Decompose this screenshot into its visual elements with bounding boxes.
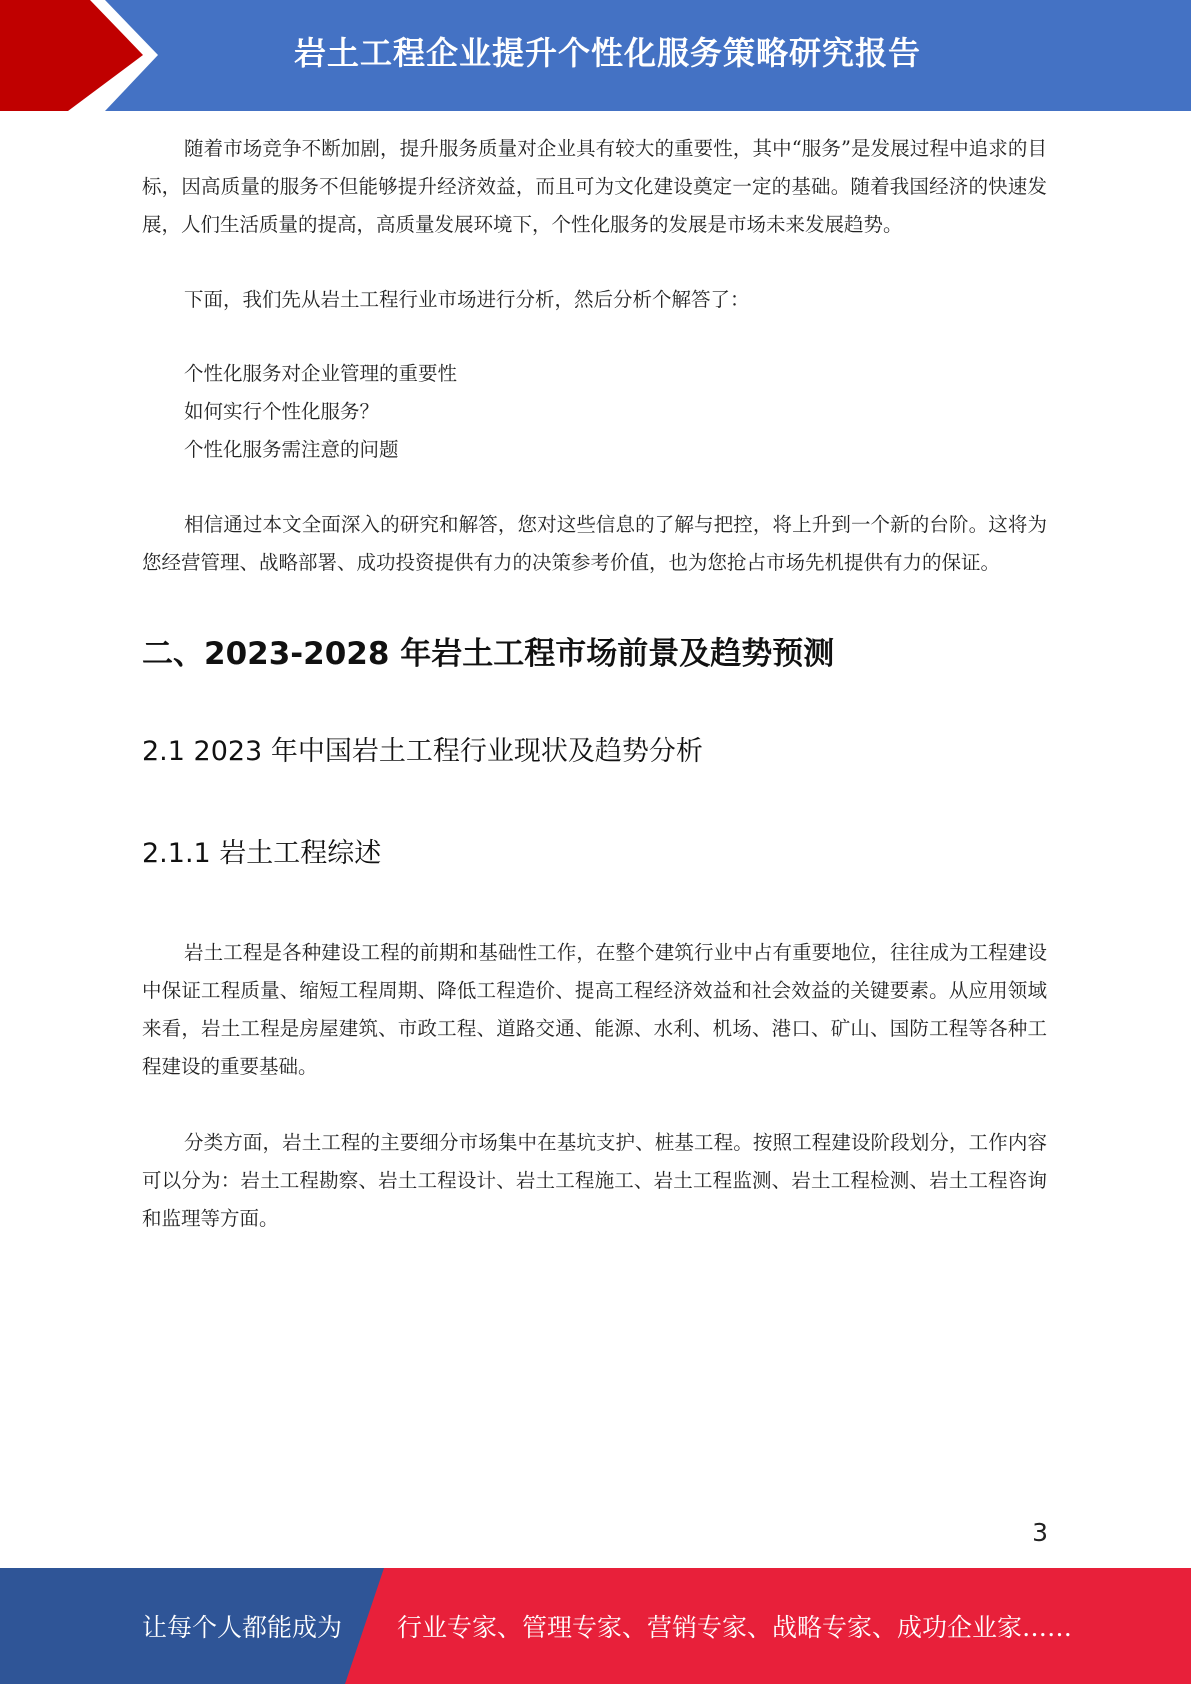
body-paragraph: 岩土工程是各种建设工程的前期和基础性工作，在整个建筑行业中占有重要地位，往往成为工程建设中保证工程质量、缩短工程周期、降低工程造价、提高工程经济效益和社会效益的关键要素。从应用领域来看，岩土工程是房屋建筑、市政工程、道路交通、能源、水利、机场、港口、矿山、国防工程等各种工程建设的重要基础。 <box>142 941 1047 1078</box>
page-content <box>142 130 1047 1238</box>
page-number: 3 <box>1032 1518 1048 1547</box>
list-item: 如何实行个性化服务？ <box>184 400 380 423</box>
page-footer <box>0 1568 1191 1684</box>
intro-paragraph: 相信通过本文全面深入的研究和解答，您对这些信息的了解与把控，将上升到一个新的台阶。这将为您经营管理、战略部署、成功投资提供有力的决策参考价值，也为您抢占市场先机提供有力的保证。 <box>142 513 1047 574</box>
report-title: 岩土工程企业提升个性化服务策略研究报告 <box>293 33 921 72</box>
footer-slogan-left: 让每个人都能成为 <box>142 1613 343 1642</box>
page-header <box>0 0 1191 111</box>
footer-slogan-right: 行业专家、管理专家、营销专家、战略专家、成功企业家…… <box>397 1613 1073 1642</box>
section-heading: 二、2023-2028 年岩土工程市场前景及趋势预测 <box>142 636 835 672</box>
list-item: 个性化服务需注意的问题 <box>184 438 399 461</box>
intro-paragraph: 随着市场竞争不断加剧，提升服务质量对企业具有较大的重要性，其中“服务”是发展过程中追求的目标，因高质量的服务不但能够提升经济效益，而且可为文化建设奠定一定的基础。随着我国经济的快速发展，人们生活质量的提高，高质量发展环境下，个性化服务的发展是市场未来发展趋势。 <box>142 137 1047 236</box>
subsection-heading: 2.1 2023 年中国岩土工程行业现状及趋势分析 <box>142 736 703 767</box>
list-item: 个性化服务对企业管理的重要性 <box>184 362 458 385</box>
topic-list <box>142 355 1047 469</box>
intro-paragraph: 下面，我们先从岩土工程行业市场进行分析，然后分析个解答了： <box>184 288 750 311</box>
body-paragraph: 分类方面，岩土工程的主要细分市场集中在基坑支护、桩基工程。按照工程建设阶段划分，工作内容可以分为：岩土工程勘察、岩土工程设计、岩土工程施工、岩土工程监测、岩土工程检测、岩土工程咨询和监理等方面。 <box>142 1131 1047 1230</box>
subsubsection-heading: 2.1.1 岩土工程综述 <box>142 838 382 869</box>
